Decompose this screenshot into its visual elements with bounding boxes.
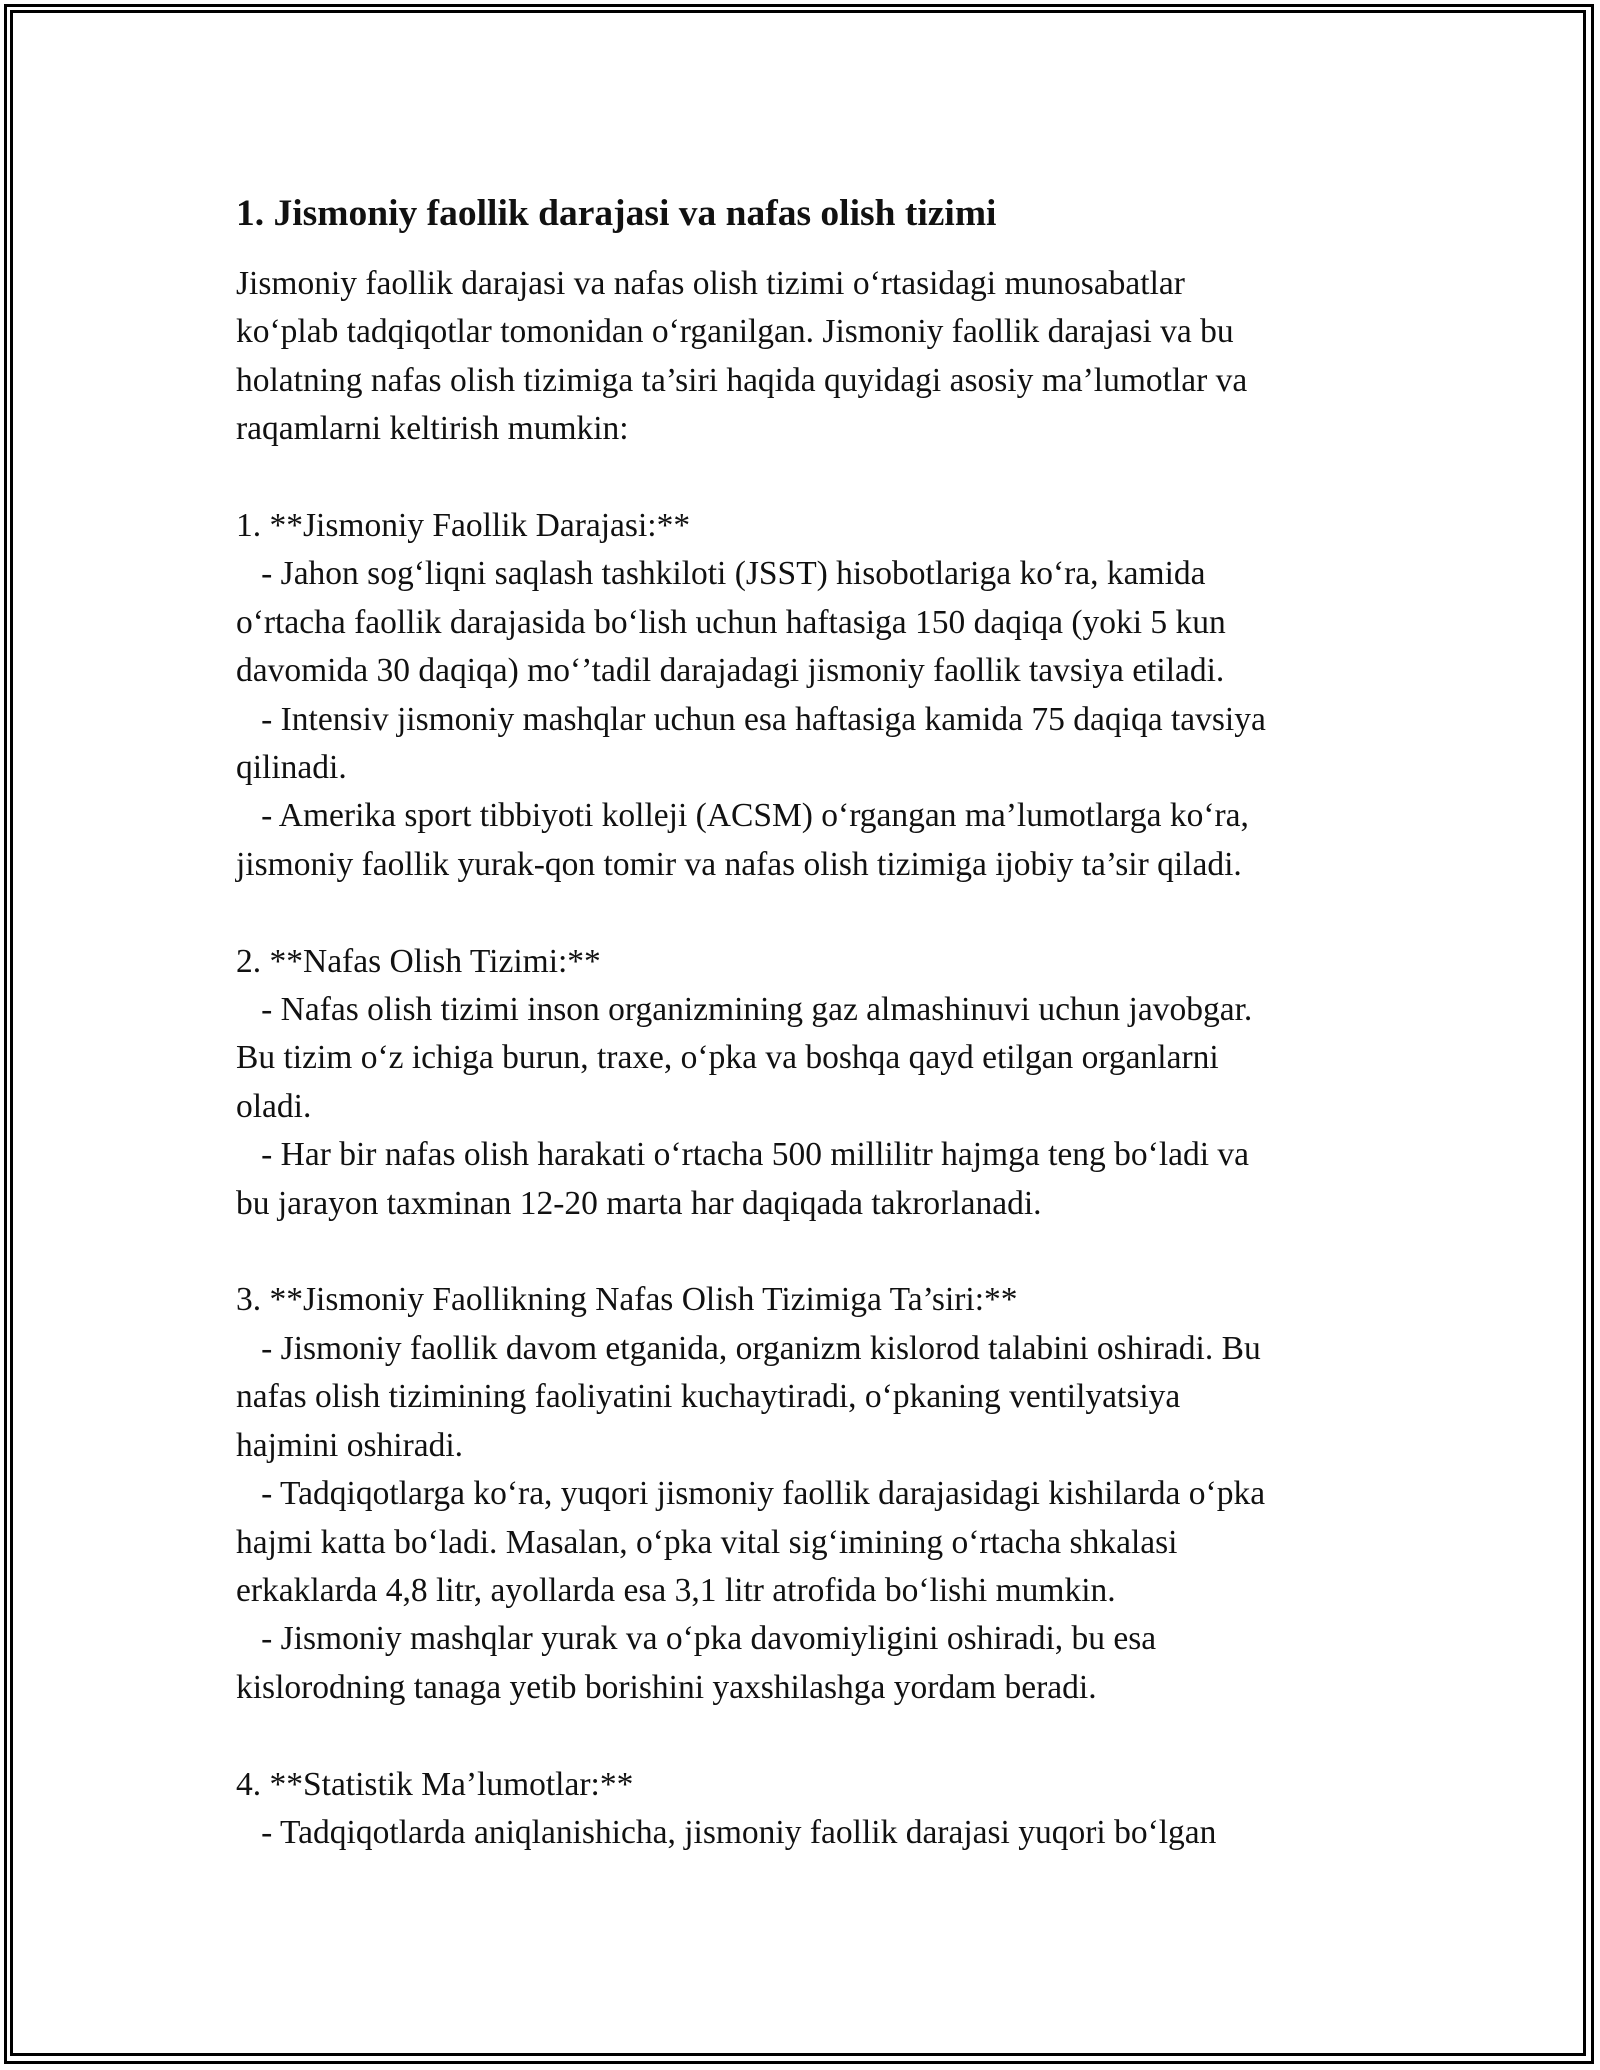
text-line: - Intensiv jismoniy mashqlar uchun esa haftasiga kamida 75 daqiqa tavsiya bbox=[236, 700, 1266, 738]
text-line: - Jismoniy faollik davom etganida, organizm kislorod talabini oshiradi. Bu bbox=[236, 1329, 1261, 1367]
text-line: erkaklarda 4,8 litr, ayollarda esa 3,1 litr atrofida bo‘lishi mumkin. bbox=[236, 1571, 1116, 1609]
text-line: jismoniy faollik yurak-qon tomir va nafas olish tizimiga ijobiy ta’sir qiladi. bbox=[236, 845, 1242, 883]
text-line: - Jahon sog‘liqni saqlash tashkiloti (JSST) hisobotlariga ko‘ra, kamida bbox=[236, 555, 1206, 593]
blank-line bbox=[236, 889, 1376, 937]
text-line: hajmi katta bo‘ladi. Masalan, o‘pka vital sig‘imining o‘rtacha shkalasi bbox=[236, 1523, 1178, 1561]
text-line: 2. **Nafas Olish Tizimi:** bbox=[236, 942, 601, 980]
text-line: raqamlarni keltirish mumkin: bbox=[236, 410, 629, 448]
text-line: bu jarayon taxminan 12-20 marta har daqiqada takrorlanadi. bbox=[236, 1184, 1042, 1222]
text-line: Jismoniy faollik darajasi va nafas olish tizimi o‘rtasidagi munosabatlar bbox=[236, 265, 1185, 302]
text-line: - Jismoniy mashqlar yurak va o‘pka davomiyligini oshiradi, bu esa bbox=[236, 1620, 1157, 1658]
text-line: hajmini oshiradi. bbox=[236, 1426, 464, 1464]
text-line: Bu tizim o‘z ichiga burun, traxe, o‘pka va boshqa qayd etilgan organlarni bbox=[236, 1039, 1219, 1077]
text-line: o‘rtacha faollik darajasida bo‘lish uchun haftasiga 150 daqiqa (yoki 5 kun bbox=[236, 603, 1226, 641]
text-line: - Nafas olish tizimi inson organizmining gaz almashinuvi uchun javobgar. bbox=[236, 991, 1253, 1029]
document-title: 1. Jismoniy faollik darajasi va nafas olish tizimi bbox=[236, 193, 997, 234]
text-line: 1. **Jismoniy Faollik Darajasi:** bbox=[236, 507, 691, 545]
text-line: kislorodning tanaga yetib borishini yaxshilashga yordam beradi. bbox=[236, 1668, 1097, 1706]
text-line: davomida 30 daqiqa) mo‘’tadil darajadagi jismoniy faollik tavsiya etiladi. bbox=[236, 652, 1225, 690]
text-line: holatning nafas olish tizimiga ta’siri haqida quyidagi asosiy ma’lumotlar va bbox=[236, 361, 1248, 399]
text-line: - Har bir nafas olish harakati o‘rtacha 500 millilitr hajmga teng bo‘ladi va bbox=[236, 1136, 1250, 1174]
text-line: - Tadqiqotlarda aniqlanishicha, jismoniy faollik darajasi yuqori bo‘lgan bbox=[236, 1813, 1217, 1851]
blank-line bbox=[236, 1228, 1376, 1276]
text-line: - Tadqiqotlarga ko‘ra, yuqori jismoniy faollik darajasidagi kishilarda o‘pka bbox=[236, 1475, 1266, 1513]
text-line: 3. **Jismoniy Faollikning Nafas Olish Tizimiga Ta’siri:** bbox=[236, 1281, 1018, 1319]
blank-line bbox=[236, 454, 1376, 502]
document-body bbox=[236, 188, 1376, 1857]
text-line: nafas olish tizimining faoliyatini kuchaytiradi, o‘pkaning ventilyatsiya bbox=[236, 1378, 1181, 1416]
text-line: - Amerika sport tibbiyoti kolleji (ACSM) o‘rgangan ma’lumotlarga ko‘ra, bbox=[236, 797, 1249, 835]
text-line: qilinadi. bbox=[236, 749, 347, 787]
document-text bbox=[236, 260, 1376, 1857]
blank-line bbox=[236, 1712, 1376, 1760]
text-line: ko‘plab tadqiqotlar tomonidan o‘rganilgan. Jismoniy faollik darajasi va bu bbox=[236, 313, 1234, 351]
text-line: 4. **Statistik Ma’lumotlar:** bbox=[236, 1765, 634, 1803]
text-line: oladi. bbox=[236, 1087, 312, 1125]
